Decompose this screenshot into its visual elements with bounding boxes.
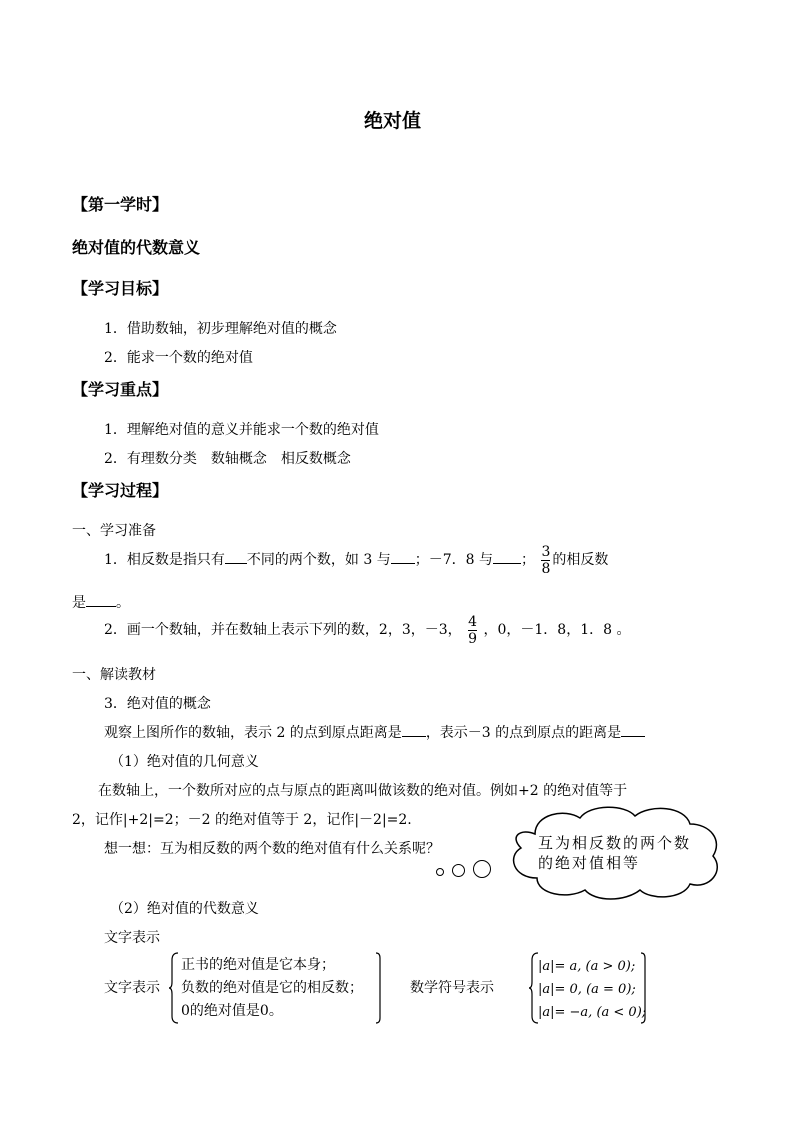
- lesson-heading: 【第一学时】: [72, 195, 169, 214]
- math-rule-negative: |a|= −a, (a < 0);: [538, 1005, 647, 1020]
- rule-negative: 负数的绝对值是它的相反数；: [181, 980, 363, 996]
- math-rules: [538, 955, 646, 1024]
- geo-text-1: 在数轴上，一个数所对应的点与原点的距离叫做该数的绝对值。例如+2 的绝对值等于: [98, 783, 628, 799]
- topic-heading: 绝对值的代数意义: [72, 238, 201, 257]
- math-rule-zero: |a|= 0, (a = 0);: [538, 982, 636, 997]
- goal-item: 1．借助数轴，初步理解绝对值的概念: [104, 321, 337, 337]
- geo-meaning-heading: （1）绝对值的几何意义: [110, 754, 259, 770]
- math-rule-positive: |a|= a, (a > 0);: [538, 959, 636, 974]
- keypoint-item: 2．有理数分类 数轴概念 相反数概念: [104, 451, 351, 467]
- answer-blank[interactable]: [402, 722, 426, 737]
- math-right-bracket: [640, 952, 648, 1024]
- math-rep-label: 数学符号表示: [410, 980, 494, 996]
- answer-blank[interactable]: [391, 549, 415, 564]
- fraction-three-eighths: $\frac{3}{8}$: [541, 543, 551, 577]
- item-3: 3．绝对值的概念: [104, 696, 211, 712]
- thought-dot-small: [436, 868, 444, 876]
- left-brace: [168, 952, 180, 1024]
- think-question: 想一想：互为相反数的两个数的绝对值有什么关系呢？: [104, 841, 440, 857]
- rule-zero: 0的绝对值是0。: [181, 1003, 283, 1019]
- process-heading: 【学习过程】: [72, 481, 169, 500]
- goal-item: 2．能求一个数的绝对值: [104, 350, 253, 366]
- answer-blank[interactable]: [621, 722, 645, 737]
- word-rep-label-2: 文字表示: [104, 980, 160, 996]
- question-1: 1．相反数是指只有 不同的两个数，如 3 与 ；－7．8 与 ； $\frac{3}{8}$ 的相反数: [104, 543, 609, 577]
- right-bracket: [375, 952, 383, 1024]
- word-rules: [181, 954, 363, 1023]
- question-2: 2．画一个数轴，并在数轴上表示下列的数，2，3，－3， $\frac{4}{9}$ ，0，－1．8，1．8 。: [104, 613, 631, 647]
- keypoint-item: 1．理解绝对值的意义并能求一个数的绝对值: [104, 422, 379, 438]
- rule-positive: 正书的绝对值是它本身；: [181, 957, 335, 973]
- cloud-answer: 互为相反数的两个数的绝对值相等: [538, 834, 692, 872]
- prep-heading: 一、学习准备: [72, 523, 156, 539]
- answer-blank[interactable]: [86, 592, 116, 607]
- answer-blank[interactable]: [225, 549, 247, 564]
- keypoints-heading: 【学习重点】: [72, 380, 169, 399]
- question-1-cont: 是 。: [72, 592, 130, 612]
- geo-text-2: 2，记作|+2|=2；－2 的绝对值等于 2，记作|－2|=2.: [72, 812, 412, 828]
- page-title: 绝对值: [364, 110, 422, 132]
- goals-heading: 【学习目标】: [72, 279, 169, 298]
- read-heading: 一、解读教材: [72, 667, 156, 683]
- answer-blank[interactable]: [493, 549, 521, 564]
- fraction-four-ninths: $\frac{4}{9}$: [468, 613, 478, 647]
- observe-text: 观察上图所作的数轴，表示 2 的点到原点距离是 ，表示－3 的点到原点的距离是: [104, 722, 645, 742]
- thought-dot-medium: [452, 864, 465, 877]
- word-rep-label: 文字表示: [104, 930, 160, 946]
- thought-dot-large: [473, 860, 491, 878]
- alg-meaning-heading: （2）绝对值的代数意义: [110, 901, 259, 917]
